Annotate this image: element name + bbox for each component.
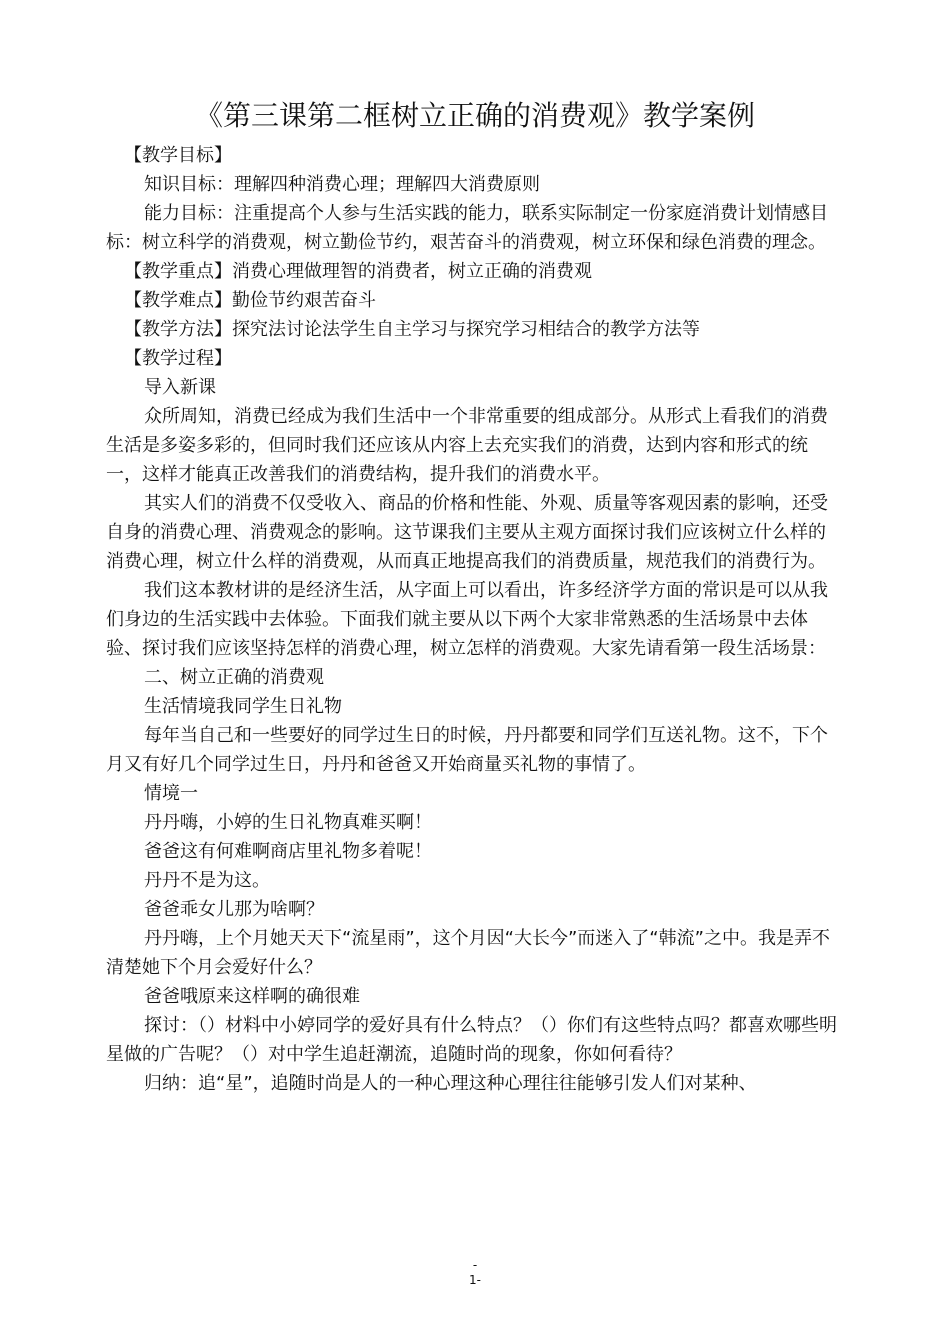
paragraph: 生活情境我同学生日礼物 xyxy=(144,696,342,717)
paragraph: 众所周知，消费已经成为我们生活中一个非常重要的组成部分。从形式上看我们的消费生活是多姿多彩的，但同时我们还应该从内容上去充实我们的消费，达到内容和形式的统一，这样才能真正改善我们的消费结构，提升我们的消费水平。 xyxy=(106,406,828,485)
paragraph: 二、树立正确的消费观 xyxy=(144,667,324,688)
document-title: 《第三课第二框树立正确的消费观》教学案例 xyxy=(194,99,755,132)
paragraph: 爸爸哦原来这样啊的确很难 xyxy=(144,986,360,1007)
paragraph: 归纳：追“星”，追随时尚是人的一种心理这种心理往往能够引发人们对某种、 xyxy=(144,1073,757,1094)
paragraph: 丹丹嗨，小婷的生日礼物真难买啊！ xyxy=(144,812,432,833)
paragraph: 我们这本教材讲的是经济生活，从字面上可以看出，许多经济学方面的常识是可以从我们身边的生活实践中去体验。下面我们就主要从以下两个大家非常熟悉的生活场景中去体验、探讨我们应该坚持怎样的消费心理，树立怎样的消费观。大家先请看第一段生活场景： xyxy=(106,580,828,659)
paragraph: 丹丹嗨，上个月她天天下“流星雨”，这个月因“大长今”而迷入了“韩流”之中。我是弄不清楚她下个月会爱好什么？ xyxy=(106,928,830,978)
paragraph: 【教学目标】 xyxy=(124,145,232,166)
paragraph: 其实人们的消费不仅受收入、商品的价格和性能、外观、质量等客观因素的影响，还受自身的消费心理、消费观念的影响。这节课我们主要从主观方面探讨我们应该树立什么样的消费心理，树立什么样的消费观，从而真正地提高我们的消费质量，规范我们的消费行为。 xyxy=(106,493,828,572)
paragraph: 【教学难点】勤俭节约艰苦奋斗 xyxy=(124,290,376,311)
paragraph: 爸爸乖女儿那为啥啊？ xyxy=(144,899,324,920)
paragraph: 【教学重点】消费心理做理智的消费者，树立正确的消费观 xyxy=(124,261,592,282)
paragraph: 探讨：（）材料中小婷同学的爱好具有什么特点？（）你们有这些特点吗？都喜欢哪些明星做的广告呢？（）对中学生追赶潮流，追随时尚的现象，你如何看待？ xyxy=(106,1015,837,1065)
paragraph: 爸爸这有何难啊商店里礼物多着呢！ xyxy=(144,841,432,862)
paragraph: 【教学过程】 xyxy=(124,348,232,369)
paragraph: 知识目标：理解四种消费心理；理解四大消费原则 xyxy=(144,174,540,195)
page-number: 1- xyxy=(469,1273,481,1287)
paragraph: 丹丹不是为这。 xyxy=(144,870,270,891)
paragraph: 能力目标：注重提高个人参与生活实践的能力，联系实际制定一份家庭消费计划情感目标：树立科学的消费观，树立勤俭节约，艰苦奋斗的消费观，树立环保和绿色消费的理念。 xyxy=(106,203,828,253)
footer-dash: - xyxy=(472,1258,478,1272)
paragraph: 导入新课 xyxy=(144,377,216,398)
paragraph: 【教学方法】探究法讨论法学生自主学习与探究学习相结合的教学方法等 xyxy=(124,319,700,340)
document-body xyxy=(106,141,841,1098)
paragraph: 情境一 xyxy=(144,783,198,804)
paragraph: 每年当自己和一些要好的同学过生日的时候，丹丹都要和同学们互送礼物。这不，下个月又有好几个同学过生日，丹丹和爸爸又开始商量买礼物的事情了。 xyxy=(106,725,828,775)
